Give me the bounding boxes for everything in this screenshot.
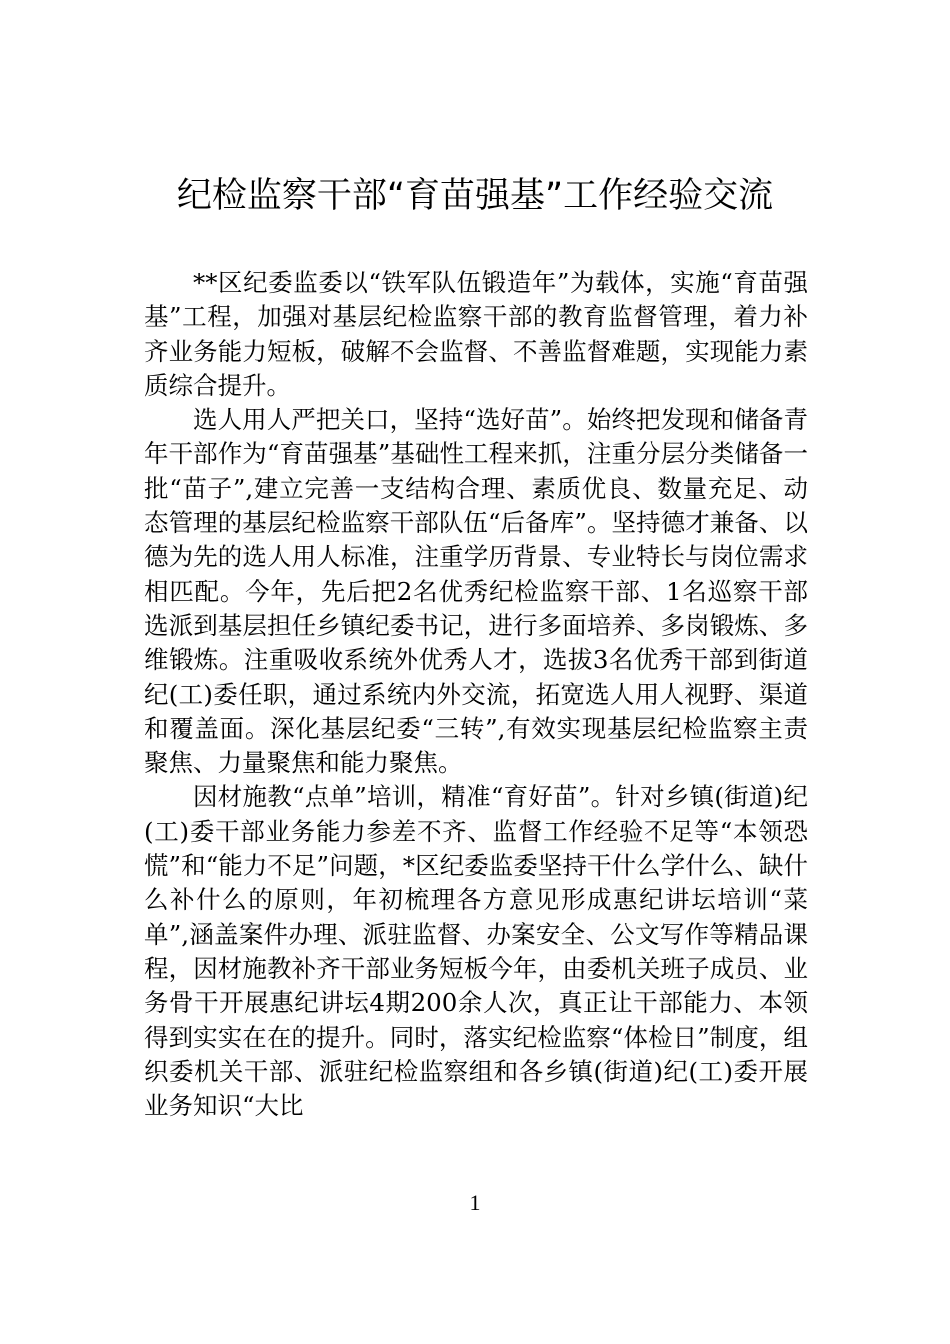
page-number: 1: [469, 1190, 481, 1215]
document-body: [144, 266, 808, 1123]
paragraph-training: 因材施教“点单”培训，精准“育好苗”。针对乡镇(街道)纪(工)委干部业务能力参差不齐、监督工作经验不足等“本领恐慌”和“能力不足”问题，*区纪委监委坚持干什么学什么、缺什么补什么的原则，年初梳理各方意见形成惠纪讲坛培训“菜单”,涵盖案件办理、派驻监督、办案安全、公文写作等精品课程，因材施教补齐干部业务短板今年，由委机关班子成员、业务骨干开展惠纪讲坛4期200余人次，真正让干部能力、本领得到实实在在的提升。同时，落实纪检监察“体检日”制度，组织委机关干部、派驻纪检监察组和各乡镇(街道)纪(工)委开展业务知识“大比: [144, 782, 808, 1121]
paragraph-intro: **区纪委监委以“铁军队伍锻造年”为载体，实施“育苗强基”工程，加强对基层纪检监察干部的教育监督管理，着力补齐业务能力短板，破解不会监督、不善监督难题，实现能力素质综合提升。: [144, 268, 808, 400]
paragraph-select-talent: 选人用人严把关口，坚持“选好苗”。始终把发现和储备青年干部作为“育苗强基”基础性工程来抓，注重分层分类储备一批“苗子”,建立完善一支结构合理、素质优良、数量充足、动态管理的基层纪检监察干部队伍“后备库”。坚持德才兼备、以德为先的选人用人标准，注重学历背景、专业特长与岗位需求相匹配。今年，先后把2名优秀纪检监察干部、1名巡察干部选派到基层担任乡镇纪委书记，进行多面培养、多岗锻炼、多维锻炼。注重吸收系统外优秀人才，选拔3名优秀干部到街道纪(工)委任职，通过系统内外交流，拓宽选人用人视野、渠道和覆盖面。深化基层纪委“三转”,有效实现基层纪检监察主责聚焦、力量聚焦和能力聚焦。: [144, 405, 808, 778]
document-title: 纪检监察干部“育苗强基”工作经验交流: [176, 176, 774, 216]
